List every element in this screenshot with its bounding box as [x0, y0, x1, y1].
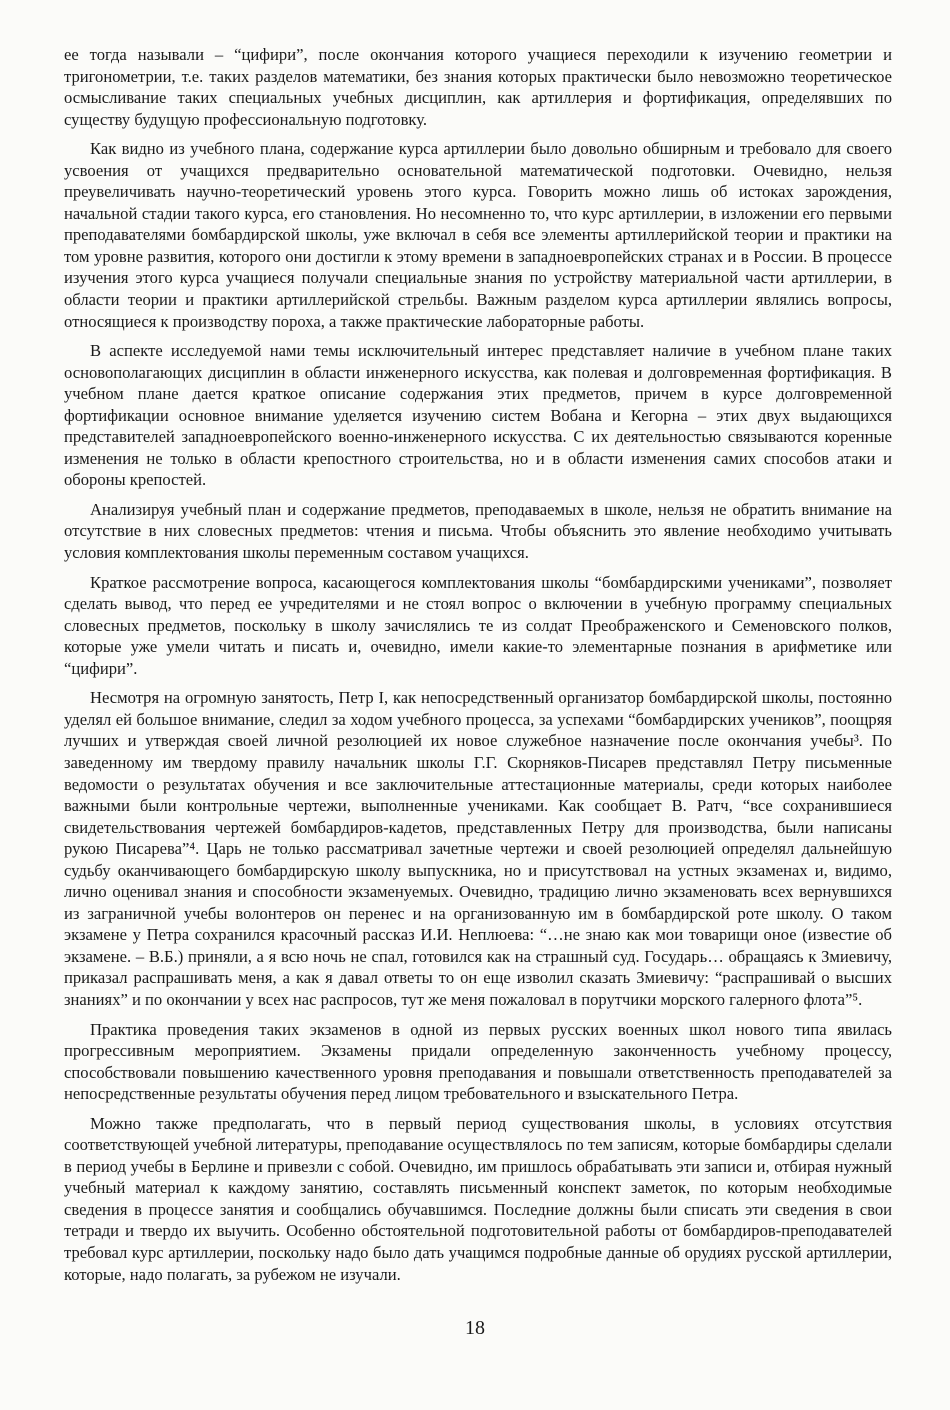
paragraph-1: ее тогда называли – “цифири”, после окончания которого учащиеся переходили к изучению геометрии и тригонометрии, т.е. таких разделов математики, без знания которых практически было невозможно теоретическое осмысливание таких специальных учебных дисциплин, как артиллерия и фортификация, определявших по существу будущую профессиональную подготовку.	[64, 45, 892, 129]
paragraph-3: В аспекте исследуемой нами темы исключительный интерес представляет наличие в учебном плане таких основополагающих дисциплин в области инженерного искусства, как полевая и долговременная фортификация. В учебном плане дается краткое описание содержания этих предметов, причем в курсе долговременной фортификации основное внимание уделяется изучению систем Вобана и Кегорна – этих двух выдающихся представителей западноевропейского военно-инженерного искусства. С их деятельностью связываются коренные изменения не только в области крепостного строительства, но и в области изменения самих способов атаки и обороны крепостей.	[64, 341, 892, 490]
body-text	[64, 44, 892, 1293]
paragraph-5: Краткое рассмотрение вопроса, касающегося комплектования школы “бомбардирскими учениками”, позволяет сделать вывод, что перед ее учредителями и не стоял вопрос о включении в учебную программу специальных словесных предметов, поскольку в школу зачислялись те из солдат Преображенского и Семеновского полков, которые уже умели читать и писать и, очевидно, имели какие-то элементарные познания в арифметике или “цифири”.	[64, 572, 892, 678]
paragraph-4: Анализируя учебный план и содержание предметов, преподаваемых в школе, нельзя не обратить внимание на отсутствие в них словесных предметов: чтения и письма. Чтобы объяснить это явление необходимо учитывать условия комплектования школы переменным составом учащихся.	[64, 499, 892, 563]
paragraph-2: Как видно из учебного плана, содержание курса артиллерии было довольно обширным и требовало для своего усвоения от учащихся предварительно основательной математической подготовки. Очевидно, нельзя преувеличивать научно-теоретический уровень этого курса. Говорить можно лишь об истоках зарождения, начальной стадии такого курса, его становления. Но несомненно то, что курс артиллерии, в изложении его первыми преподавателями бомбардирской школы, уже включал в себя все элементы артиллерийской теории и практики на том уровне развития, которого они достигли к этому времени в западноевропейских странах и в России. В процессе изучения этого курса учащиеся получали специальные знания по устройству материальной части артиллерии, в области теории и практики артиллерийской стрельбы. Важным разделом курса артиллерии являлись вопросы, относящиеся к производству пороха, а также практические лабораторные работы.	[64, 139, 892, 331]
paragraph-6: Несмотря на огромную занятость, Петр I, как непосредственный организатор бомбардирской школы, постоянно уделял ей большое внимание, следил за ходом учебного процесса, за успехами “бомбардирских учеников”, поощряя лучших и утверждая своей личной резолюцией их новое служебное назначение после окончания учебы³. По заведенному им твердому правилу начальник школы Г.Г. Скорняков-Писарев представлял Петру письменные ведомости о результатах обучения и все заключительные аттестационные материалы, среди которых наиболее важными были контрольные чертежи, выполненные учениками. Как сообщает В. Ратч, “все сохранившиеся свидетельствования чертежей бомбардиров-кадетов, представленных Петру для производства, были написаны рукою Писарева”⁴. Царь не только рассматривал зачетные чертежи и своей резолюцией определял дальнейшую судьбу оканчивающего бомбардирскую школу выпускника, но и присутствовал на устных экзаменах и, видимо, лично оценивал знания и способности экзаменуемых. Очевидно, традицию лично экзаменовать всех вернувшихся из заграничной учебы волонтеров он перенес и на организованную им в бомбардирской роте школу. О таком экзамене у Петра сохранился красочный рассказ И.И. Неплюева: “…не знаю как мои товарищи оное (известие об экзамене. – В.Б.) приняли, а я всю ночь не спал, готовился как на страшный суд. Государь… обращаясь к Змиевичу, приказал распрашивать меня, а как я давал ответы то он еще изволил сказать Змиевичу: “распрашивай о высших знаниях” и по окончании у всех нас распросов, тут же меня пожаловал в порутчики морского галерного флота”⁵.	[64, 688, 892, 1009]
paragraph-8: Можно также предполагать, что в первый период существования школы, в условиях отсутствия соответствующей учебной литературы, преподавание осуществлялось по тем записям, которые бомбардиры сделали в период учебы в Берлине и привезли с собой. Очевидно, им пришлось обрабатывать эти записи и, отбирая нужный учебный материал к каждому занятию, составлять письменный конспект заметок, по которым необходимые сведения в процессе занятия и сообщались обучавшимся. Последние должны были списать эти сведения в свои тетради и твердо их выучить. Особенно обстоятельной подготовительной работы от бомбардиров-преподавателей требовал курс артиллерии, поскольку надо было дать учащимся подробные данные об орудиях русской артиллерии, которые, надо полагать, за рубежом не изучали.	[64, 1113, 892, 1284]
page-number: 18	[465, 1317, 485, 1339]
paragraph-7: Практика проведения таких экзаменов в одной из первых русских военных школ нового типа явилась прогрессивным мероприятием. Экзамены придали определенную законченность учебному процессу, способствовали повышению качественного уровня преподавания и повышали ответственность преподавателей за непосредственные результаты обучения перед лицом требовательного и взыскательного Петра.	[64, 1019, 892, 1104]
